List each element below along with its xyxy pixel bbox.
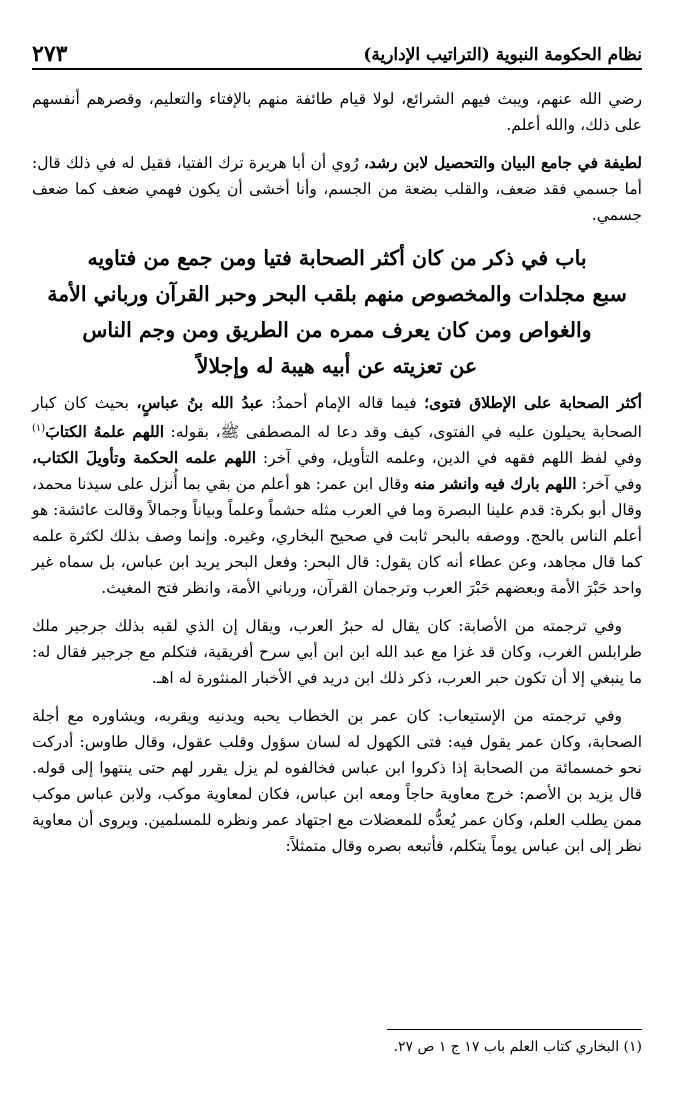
chapter-title-line: باب في ذكر من كان أكثر الصحابة فتيا ومن جمع من فتاويه [87, 246, 587, 270]
chapter-title-line: عن تعزيته عن أبيه هيبة له وإجلالاً [196, 354, 478, 378]
latifa-text: رُوي أن أبا هريرة ترك الفتيا، فقيل له في ذلك قال: أما جسمي فقد ضعف، والقلب بضعة من الجسم، وأنا أخشى أن يكون فهمي ضعف كما ضعف جسمي. [32, 154, 642, 224]
text-bold: اللهم علمه الحكمة وتأويلَ الكتاب، [32, 448, 257, 468]
text-run: وقال ابن عمر: هو أعلم من بقي بما أُنزل على سيدنا محمد، وقال أبو بكرة: قدم علينا البصرة وما في العرب مثله حشماً وعلماً وبياناً وجمالاً وقالت عائشة: هو أعلم الناس بالحج. ووصفه بالبحر ثابت في صحيح البخاري، وغيره. وإنما وصف بذلك لكثرة علمه كما قال مجاهد، وعن عطاء أنه كان يقول: قال البحر: وفعل البحر يريد ابن عباس، بل سماه غير واحد حَبْرَ الأمة وبعضهم حَبْرَ العرب وترجمان القرآن، ورباني الأمة، وانظر فتح المغيث. [32, 475, 642, 598]
paragraph-latifa [32, 150, 642, 228]
paragraph-ibn-abbas [32, 390, 642, 601]
paragraph-istiab: وفي ترجمته من الإستيعاب: كان عمر بن الخطاب يحبه ويدنيه ويقربه، ويشاوره مع أجلة الصحابة، وكان عمر يقول فيه: فتى الكهول له لسان سؤول وقلب عقول، وقال طاوس: أدركت نحو خمسمائة من الصحابة إذا ذكروا ابن عباس فخالفوه لم يزل يقرر لهم حتى ينتهوا إلى قوله. قال يزيد بن الأصم: خرج معاوية حاجاً ومعه ابن عباس، فكان لمعاوية موكب، ولابن عباس موكب ممن يطلب العلم، وكان عمر يُعدُّه للمعضلات مع اجتهاد عمر ونظره للمسلمين. ويروى أن معاوية نظر إلى ابن عباس يوماً يتكلم، فأتبعه بصره وقال متمثلاً: [32, 707, 642, 856]
footnote-divider [387, 1029, 642, 1030]
chapter-title [32, 240, 642, 384]
text-bold: اللهم بارك فيه وانشر منه [413, 474, 577, 494]
text-bold: اللهم علمهُ الكتابَ [45, 422, 165, 442]
footnote: (١) البخاري كتاب العلم باب ١٧ ج ١ ص ٢٧. [393, 1039, 642, 1055]
footnote-marker: (١) [32, 423, 46, 434]
page-body [32, 86, 642, 871]
text-run: وفي لفظ اللهم فقهه في الدين، وعلمه التأويل، وفي آخر: [256, 449, 642, 468]
text-bold: أكثر الصحابة على الإطلاق فتوى؛ [424, 393, 642, 412]
chapter-title-line: والغواص ومن كان يعرف ممره من الطريق ومن وجم الناس [82, 318, 592, 342]
text-run: وفي آخر: [576, 475, 642, 494]
chapter-title-line: سبع مجلدات والمخصوص منهم بلقب البحر وحبر القرآن ورباني الأمة [47, 282, 627, 306]
text-run: فيما قاله الإمام أحمدُ: [263, 394, 425, 412]
paragraph-isabah: وفي ترجمته من الأصابة: كان يقال له حبرُ العرب، ويقال إن الذي لقبه بذلك جرجير ملك طرابلس الغرب، وكان قد غزا مع عبد الله ابن ابن أبي سرح أفريقية، فتكلم مع جرجير فقال له: ما ينبغي إلا أن تكون حبر العرب، ذكر ذلك ابن دريد في الأخبار المنثورة له اهـ. [32, 617, 642, 688]
latifa-heading: لطيفة في جامع البيان والتحصيل لابن رشد، [363, 153, 643, 172]
page-header [32, 34, 642, 70]
text-run: بحيث كان كبار الصحابة يحيلون عليه في الفتوى، كيف وقد دعا له المصطفى ﷺ، بقوله: [32, 394, 642, 442]
text-bold: عبدُ الله بنُ عباسٍ، [136, 393, 264, 412]
paragraph-intro: رضي الله عنهم، ويبث فيهم الشرائع، لولا قيام طائفة منهم بالإفتاء والتعليم، وقصرهم أنفسهم على ذلك، والله أعلم. [32, 90, 642, 134]
page-number: ٢٧٣ [32, 41, 68, 67]
running-title: نظام الحكومة النبوية (التراتيب الإدارية) [363, 45, 642, 65]
